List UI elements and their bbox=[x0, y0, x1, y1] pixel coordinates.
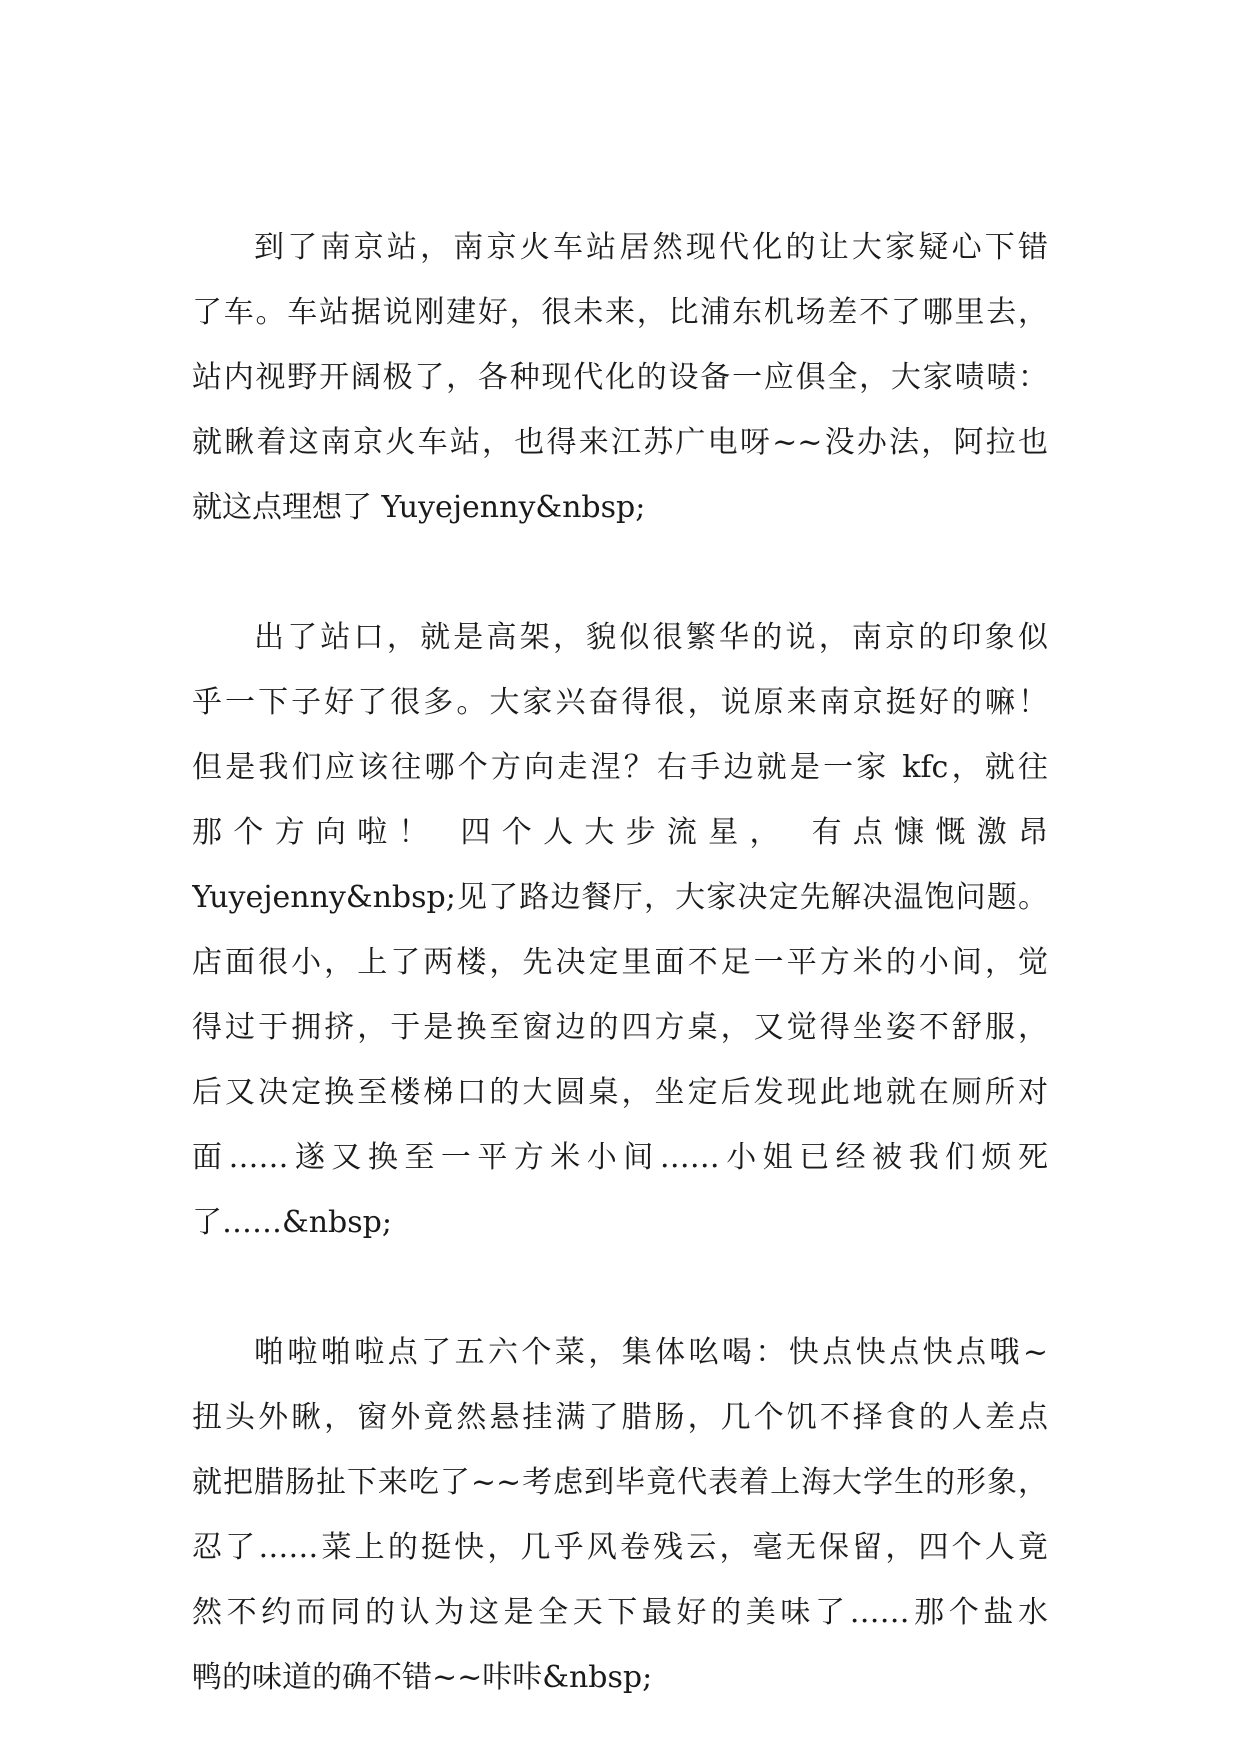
paragraph-3 bbox=[192, 1320, 1048, 1710]
paragraph-spacer bbox=[192, 540, 1048, 605]
paragraph-line: 得过于拥挤，于是换至窗边的四方桌，又觉得坐姿不舒服， bbox=[192, 1010, 1048, 1045]
paragraph-line: 扭头外瞅，窗外竟然悬挂满了腊肠，几个饥不择食的人差点 bbox=[192, 1400, 1048, 1435]
paragraph-2 bbox=[192, 605, 1048, 1255]
paragraph-line: 面……遂又换至一平方米小间……小姐已经被我们烦死 bbox=[192, 1140, 1048, 1175]
paragraph-line: 就把腊肠扯下来吃了~~考虑到毕竟代表着上海大学生的形象， bbox=[192, 1465, 1048, 1500]
paragraph-line: 店面很小，上了两楼，先决定里面不足一平方米的小间，觉 bbox=[192, 945, 1048, 980]
paragraph-1 bbox=[192, 215, 1048, 540]
paragraph-line: 了……&nbsp; bbox=[192, 1205, 392, 1240]
paragraph-line: Yuyejenny&nbsp;见了路边餐厅，大家决定先解决温饱问题。 bbox=[192, 880, 1048, 915]
paragraph-line: 乎一下子好了很多。大家兴奋得很，说原来南京挺好的嘛！ bbox=[192, 685, 1048, 720]
paragraph-line: 啪啦啪啦点了五六个菜，集体吆喝：快点快点快点哦~ bbox=[254, 1335, 1048, 1370]
paragraph-line: 了车。车站据说刚建好，很未来，比浦东机场差不了哪里去， bbox=[192, 295, 1048, 330]
paragraph-line: 忍了……菜上的挺快，几乎风卷残云，毫无保留，四个人竟 bbox=[192, 1530, 1048, 1565]
paragraph-spacer bbox=[192, 1255, 1048, 1320]
paragraph-line: 出了站口，就是高架，貌似很繁华的说，南京的印象似 bbox=[254, 620, 1048, 655]
paragraph-line: 就这点理想了 Yuyejenny&nbsp; bbox=[192, 490, 646, 525]
paragraph-line: 就瞅着这南京火车站，也得来江苏广电呀~~没办法，阿拉也 bbox=[192, 425, 1048, 460]
paragraph-line: 站内视野开阔极了，各种现代化的设备一应俱全，大家啧啧： bbox=[192, 360, 1048, 395]
document-body bbox=[192, 215, 1048, 1710]
paragraph-line: 鸭的味道的确不错~~咔咔&nbsp; bbox=[192, 1660, 653, 1695]
paragraph-line: 那个方向啦！ 四个人大步流星， 有点慷慨激昂 bbox=[192, 815, 1048, 850]
paragraph-line: 然不约而同的认为这是全天下最好的美味了……那个盐水 bbox=[192, 1595, 1048, 1630]
paragraph-line: 但是我们应该往哪个方向走涅？右手边就是一家 kfc，就往 bbox=[192, 750, 1048, 785]
paragraph-line: 后又决定换至楼梯口的大圆桌，坐定后发现此地就在厕所对 bbox=[192, 1075, 1048, 1110]
paragraph-line: 到了南京站，南京火车站居然现代化的让大家疑心下错 bbox=[254, 230, 1048, 265]
